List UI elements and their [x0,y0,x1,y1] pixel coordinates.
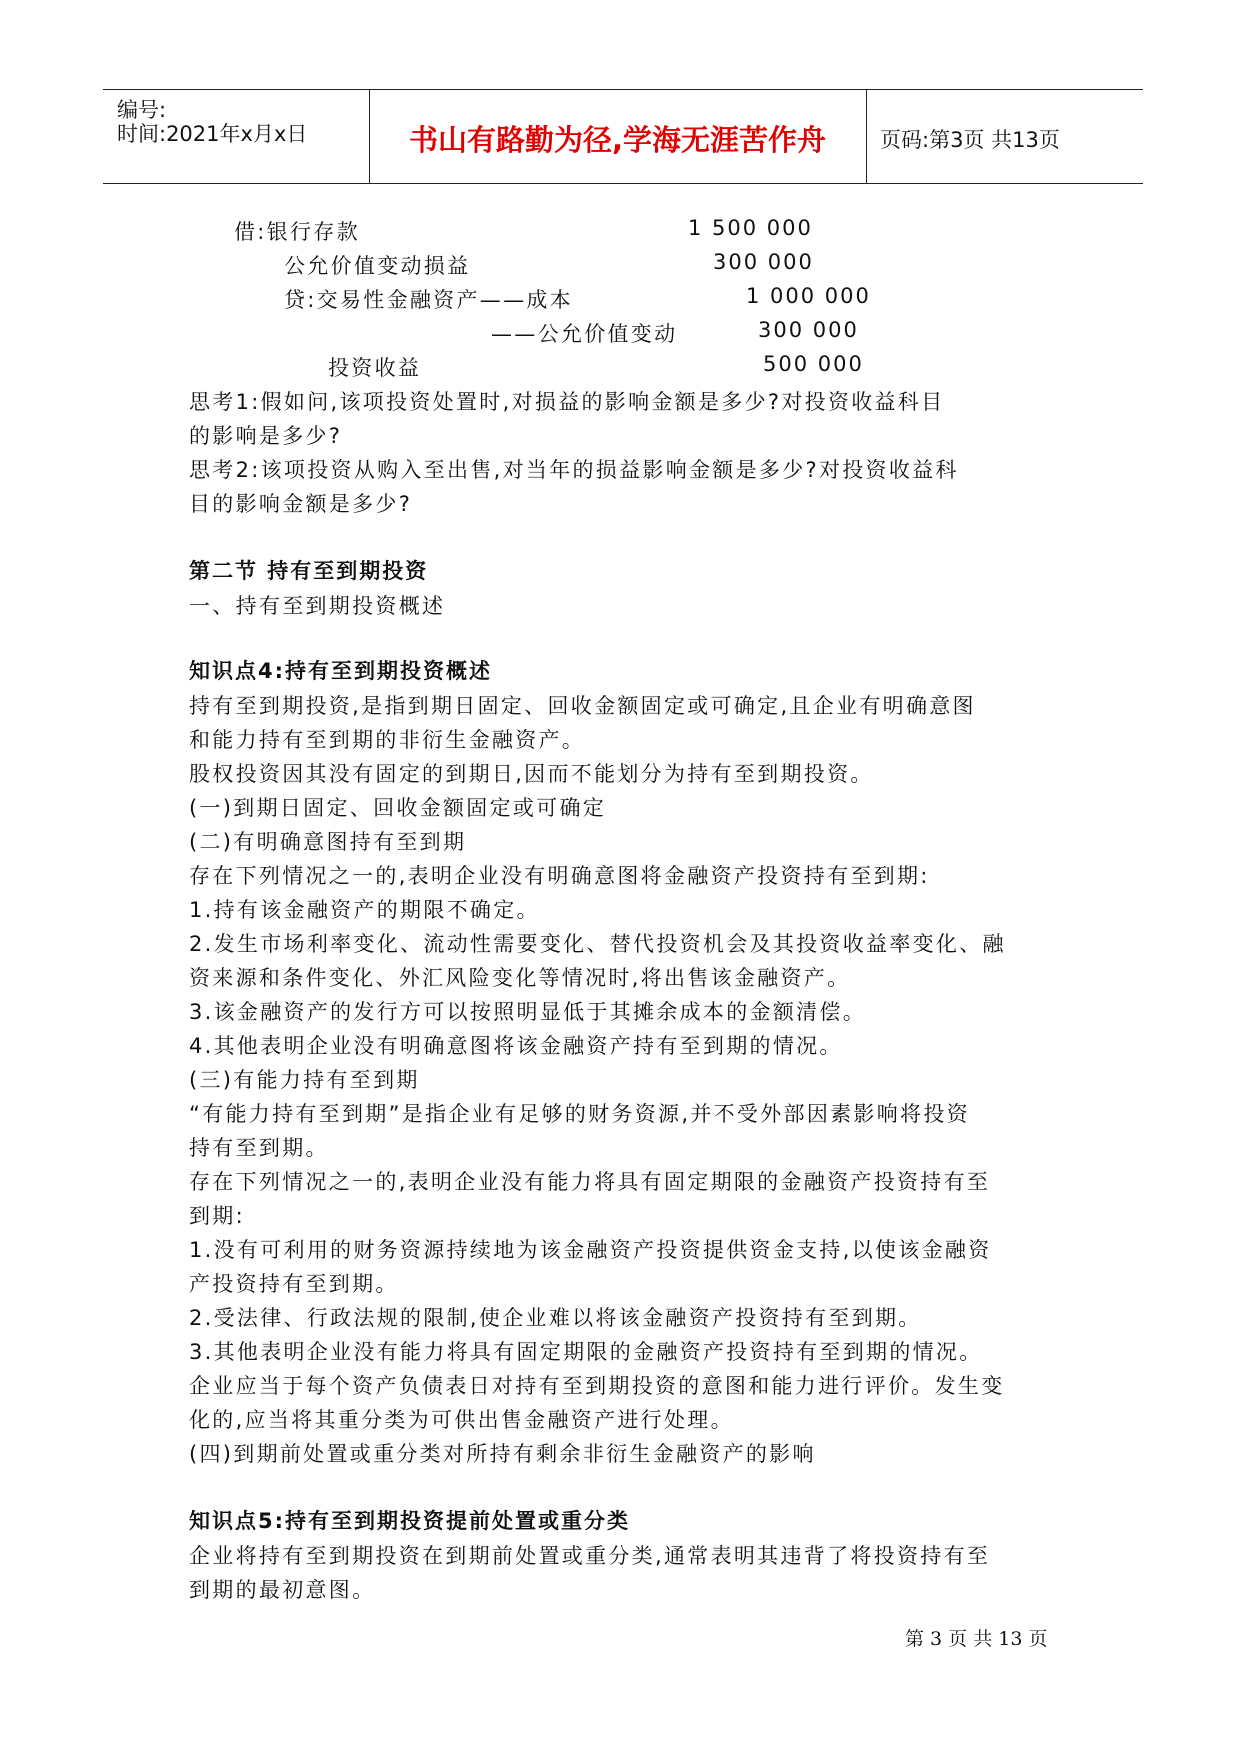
document-number-label: 编号: [117,98,167,122]
entry-credit-fv-account: ——公允价值变动 [491,322,678,346]
page-header [103,89,1143,184]
list-item: 3.该金融资产的发行方可以按照明显低于其摊余成本的金额清偿。 [189,1000,867,1024]
page-footer: 第 3 页 共 13 页 [905,1628,1048,1650]
subsection-heading: 一、持有至到期投资概述 [189,594,446,618]
paragraph-line: 存在下列情况之一的,表明企业没有明确意图将金融资产投资持有至到期: [189,864,930,888]
list-item: 1.持有该金融资产的期限不确定。 [189,898,540,922]
list-item: 2.受法律、行政法规的限制,使企业难以将该金融资产投资持有至到期。 [189,1306,922,1330]
entry-debit-fv-account: 公允价值变动损益 [284,254,471,278]
list-item: 3.其他表明企业没有能力将具有固定期限的金融资产投资持有至到期的情况。 [189,1340,983,1364]
entry-debit-bank-account: 借:银行存款 [234,220,360,244]
knowledge-point-5-heading: 知识点5:持有至到期投资提前处置或重分类 [189,1509,631,1533]
entry-credit-income-amount: 500 000 [763,352,864,376]
entry-debit-fv-amount: 300 000 [713,250,814,274]
list-heading: (三)有能力持有至到期 [189,1068,420,1092]
paragraph-line: 股权投资因其没有固定的到期日,因而不能划分为持有至到期投资。 [189,762,874,786]
paragraph-line: 持有至到期投资,是指到期日固定、回收金额固定或可确定,且企业有明确意图 [189,694,976,718]
entry-credit-cost-account: 贷:交易性金融资产——成本 [284,288,573,312]
section-heading: 第二节 持有至到期投资 [189,559,429,583]
paragraph-line: 化的,应当将其重分类为可供出售金融资产进行处理。 [189,1408,734,1432]
entry-debit-bank-amount: 1 500 000 [688,216,813,240]
list-heading: (四)到期前处置或重分类对所持有剩余非衍生金融资产的影响 [189,1442,816,1466]
paragraph-line: 持有至到期。 [189,1136,329,1160]
think-2-line-2: 目的影响金额是多少? [189,492,413,516]
document-date-label: 时间:2021年x月x日 [117,122,308,146]
list-item: 2.发生市场利率变化、流动性需要变化、替代投资机会及其投资收益率变化、融 [189,932,1006,956]
paragraph-line: 存在下列情况之一的,表明企业没有能力将具有固定期限的金融资产投资持有至 [189,1170,991,1194]
motto-text: 书山有路勤为径,学海无涯苦作舟 [408,123,827,157]
paragraph-line: 到期: [189,1204,245,1228]
knowledge-point-4-heading: 知识点4:持有至到期投资概述 [189,659,493,683]
think-2-line-1: 思考2:该项投资从购入至出售,对当年的损益影响金额是多少?对投资收益科 [189,458,959,482]
header-page-number: 页码:第3页 共13页 [880,128,1060,152]
list-item: 4.其他表明企业没有明确意图将该金融资产持有至到期的情况。 [189,1034,843,1058]
paragraph-line: “有能力持有至到期”是指企业有足够的财务资源,并不受外部因素影响将投资 [189,1102,970,1126]
think-1-line-1: 思考1:假如问,该项投资处置时,对损益的影响金额是多少?对投资收益科目 [189,390,945,414]
paragraph-line: 和能力持有至到期的非衍生金融资产。 [189,728,586,752]
list-heading: (一)到期日固定、回收金额固定或可确定 [189,796,607,820]
header-motto-cell [369,90,867,183]
header-info-cell [103,90,370,183]
list-item: 1.没有可利用的财务资源持续地为该金融资产投资提供资金支持,以使该金融资 [189,1238,992,1262]
list-heading: (二)有明确意图持有至到期 [189,830,467,854]
think-1-line-2: 的影响是多少? [189,424,343,448]
paragraph-line: 到期的最初意图。 [189,1578,376,1602]
list-item: 资来源和条件变化、外汇风险变化等情况时,将出售该金融资产。 [189,966,851,990]
paragraph-line: 企业将持有至到期投资在到期前处置或重分类,通常表明其违背了将投资持有至 [189,1544,991,1568]
paragraph-line: 企业应当于每个资产负债表日对持有至到期投资的意图和能力进行评价。发生变 [189,1374,1005,1398]
entry-credit-fv-amount: 300 000 [758,318,859,342]
entry-credit-income-account: 投资收益 [328,356,422,380]
list-item: 产投资持有至到期。 [189,1272,399,1296]
entry-credit-cost-amount: 1 000 000 [746,284,871,308]
header-page-cell [866,90,1143,183]
